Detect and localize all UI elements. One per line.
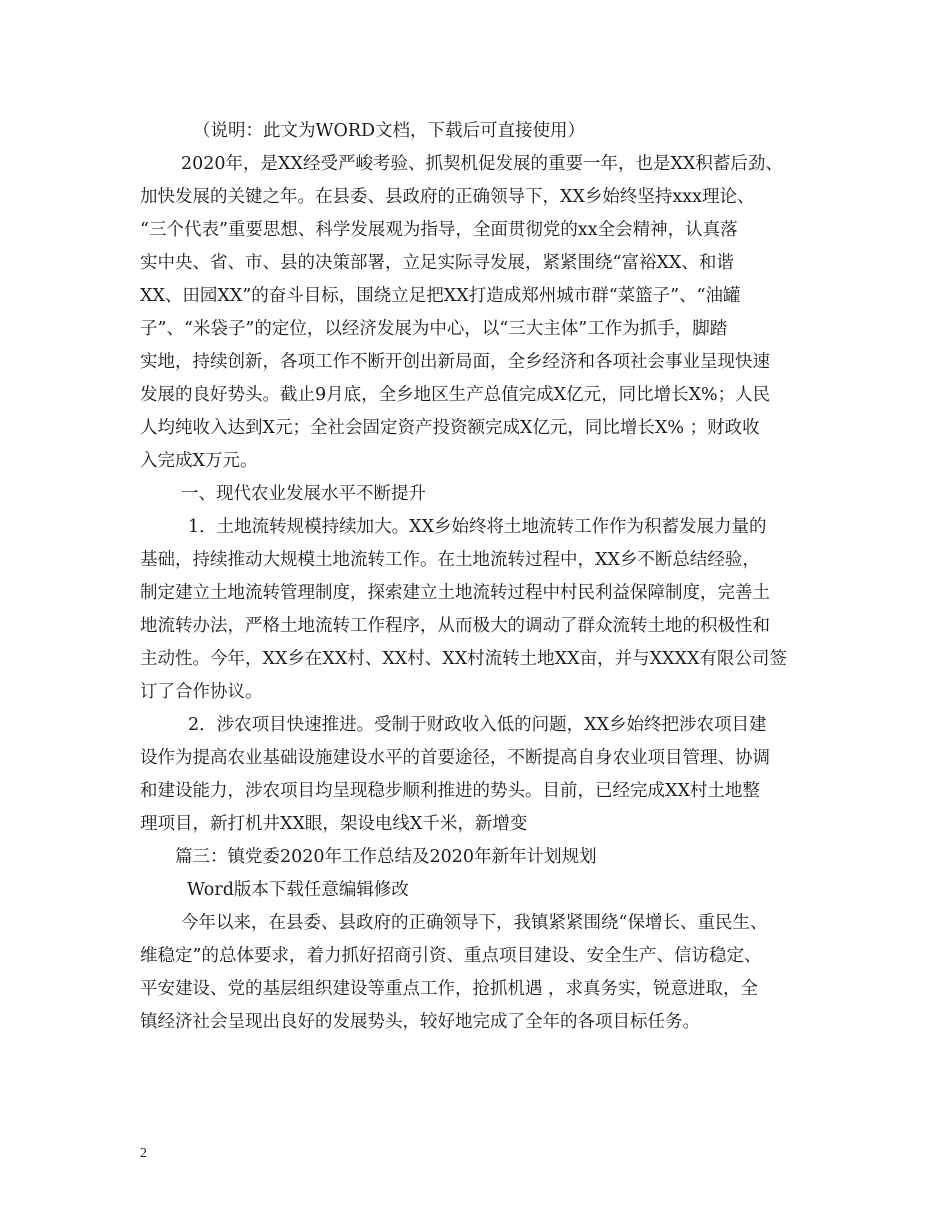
paragraph-line: 子”、“米袋子”的定位，以经济发展为中心，以“三大主体”工作为抓手，脚踏 [140, 319, 728, 339]
chapter-heading: 篇三：镇党委2020年工作总结及2020年新年计划规划 [175, 847, 597, 867]
edit-note: Word版本下载任意编辑修改 [187, 880, 409, 900]
paragraph-line: 制定建立土地流转管理制度，探索建立土地流转过程中村民利益保障制度，完善土 [140, 583, 770, 603]
paragraph-line: 实地，持续创新，各项工作不断开创出新局面，全乡经济和各项社会事业呈现快速 [140, 352, 770, 372]
paragraph-line: 订了合作协议。 [140, 682, 263, 702]
paragraph-line: 1．土地流转规模持续加大。XX乡始终将土地流转工作作为积蓄发展力量的 [188, 517, 767, 537]
paragraph-line: 今年以来，在县委、县政府的正确领导下，我镇紧紧围绕“保增长、重民生、 [181, 913, 768, 933]
paragraph-line: 和建设能力，涉农项目均呈现稳步顺利推进的势头。目前，已经完成XX村土地整 [140, 781, 760, 801]
paragraph-line: 入完成X万元。 [140, 451, 258, 471]
paragraph-line: 发展的良好势头。截止9月底，全乡地区生产总值完成X亿元，同比增长X%；人民 [140, 385, 771, 405]
paragraph-line: 加快发展的关键之年。在县委、县政府的正确领导下，XX乡始终坚持xxx理论、 [140, 187, 755, 207]
paragraph-line: 平安建设、党的基层组织建设等重点工作，抢抓机遇 ，求真务实，锐意进取，全 [140, 979, 759, 999]
paragraph-line: 镇经济社会呈现出良好的发展势头，较好地完成了全年的各项目标任务。 [140, 1012, 700, 1032]
section-heading: 一、现代农业发展水平不断提升 [181, 484, 426, 504]
paragraph-line: 基础，持续推动大规模土地流转工作。在土地流转过程中，XX乡不断总结经验， [140, 550, 760, 570]
paragraph-line: 人均纯收入达到X元；全社会固定资产投资额完成X亿元，同比增长X% ；财政收 [140, 418, 760, 438]
paragraph-line: 设作为提高农业基础设施建设水平的首要途径，不断提高自身农业项目管理、协调 [140, 748, 770, 768]
page-number: 2 [140, 1146, 147, 1161]
paragraph-line: 2020年，是XX经受严峻考验、抓契机促发展的重要一年，也是XX积蓄后劲、 [181, 154, 783, 174]
paragraph-line: 实中央、省、市、县的决策部署，立足实际寻发展，紧紧围绕“富裕XX、和谐 [140, 253, 734, 273]
paragraph-line: XX、田园XX”的奋斗目标，围绕立足把XX打造成郑州城市群“菜篮子”、“油罐 [140, 286, 741, 306]
paragraph-line: 维稳定”的总体要求，着力抓好招商引资、重点项目建设、安全生产、信访稳定、 [140, 946, 762, 966]
note-line: （说明：此文为WORD文档，下载后可直接使用） [193, 121, 586, 141]
paragraph-line: “三个代表”重要思想、科学发展观为指导，全面贯彻党的xx全会精神，认真落 [140, 220, 738, 240]
paragraph-line: 2．涉农项目快速推进。受制于财政收入低的问题，XX乡始终把涉农项目建 [188, 715, 767, 735]
paragraph-line: 地流转办法，严格土地流转工作程序，从而极大的调动了群众流转土地的积极性和 [140, 616, 770, 636]
paragraph-line: 理项目，新打机井XX眼，架设电线X千米，新增变 [140, 814, 528, 834]
paragraph-line: 主动性。今年，XX乡在XX村、XX村、XX村流转土地XX亩，并与XXXX有限公司签 [140, 649, 787, 669]
